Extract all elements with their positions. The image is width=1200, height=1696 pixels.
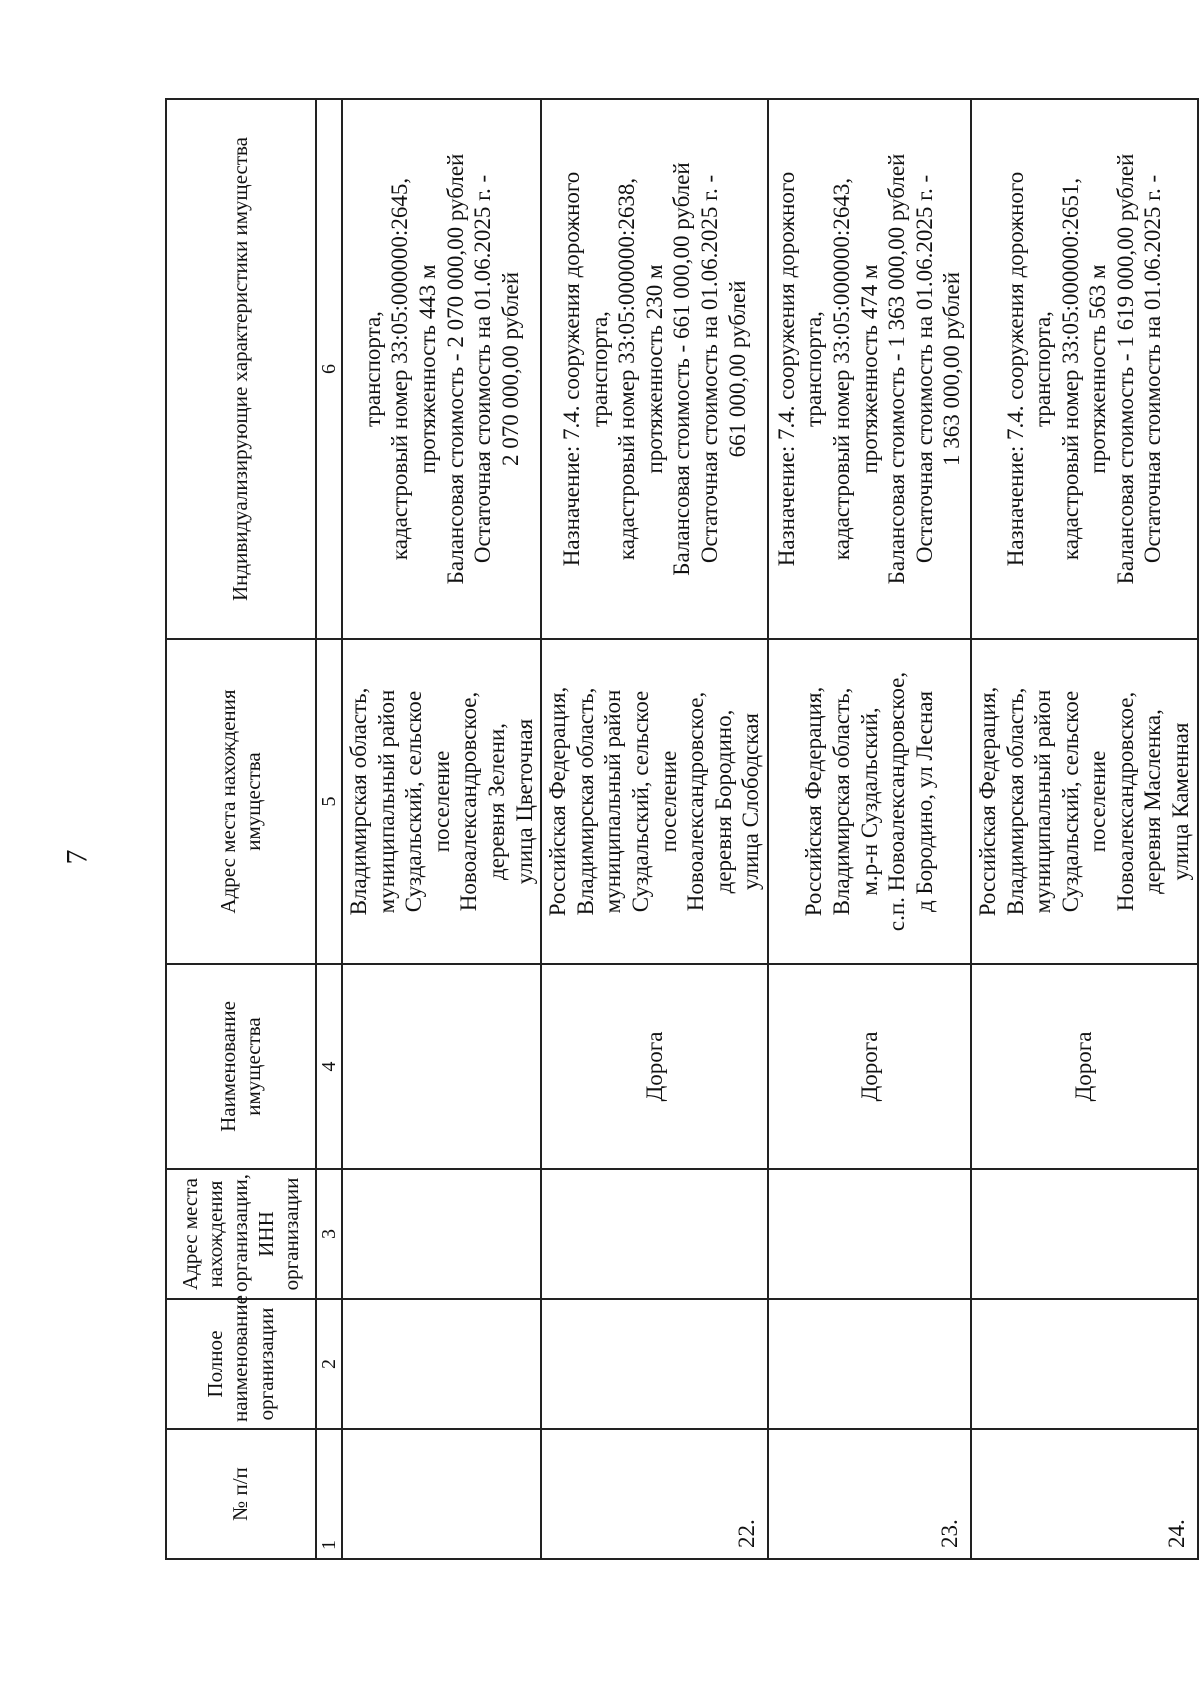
property-address-cell: Российская Федерация, Владимирская область, м.р-н Суздальский, с.п. Новоалександровское, д Бородино, ул Лесная — [768, 639, 971, 964]
property-name-cell: Дорога — [541, 964, 768, 1169]
column-number: 5 — [316, 639, 342, 964]
property-characteristics-cell: Назначение: 7.4. сооружения дорожного транспорта, кадастровый номер 33:05:000000:2638, протяженность 230 м Балансовая стоимость - 661 000,00 рублей Остаточная стоимость на 01.06.2025 г. - 661 000,00 рублей — [541, 99, 768, 639]
table-row — [971, 99, 1198, 1559]
org-name-cell — [541, 1299, 768, 1429]
rotated-table-container — [165, 100, 1194, 1560]
org-address-cell — [342, 1169, 541, 1299]
table-header-row — [166, 99, 316, 1559]
org-address-cell — [541, 1169, 768, 1299]
column-number-row — [316, 99, 342, 1559]
header-property-address: Адрес места нахождения имущества — [166, 639, 316, 964]
header-num: № п/п — [166, 1429, 316, 1559]
property-address-cell: Владимирская область, муниципальный район Суздальский, сельское поселение Новоалександровское, деревня Зелени, улица Цветочная — [342, 639, 541, 964]
table-row — [541, 99, 768, 1559]
property-characteristics-cell: транспорта, кадастровый номер 33:05:000000:2645, протяженность 443 м Балансовая стоимость - 2 070 000,00 рублей Остаточная стоимость на 01.06.2025 г. - 2 070 000,00 рублей — [342, 99, 541, 639]
header-property-name: Наименование имущества — [166, 964, 316, 1169]
header-org-address: Адрес места нахождения организации, ИНН организации — [166, 1169, 316, 1299]
org-address-cell — [971, 1169, 1198, 1299]
table-row — [342, 99, 541, 1559]
column-number: 6 — [316, 99, 342, 639]
header-property-characteristics: Индивидуализирующие характеристики имущества — [166, 99, 316, 639]
column-number: 2 — [316, 1299, 342, 1429]
row-number: 22. — [541, 1429, 768, 1559]
property-characteristics-cell: Назначение: 7.4. сооружения дорожного транспорта, кадастровый номер 33:05:000000:2651, протяженность 563 м Балансовая стоимость - 1 619 000,00 рублей Остаточная стоимость на 01.06.2025 г. - — [971, 99, 1198, 639]
property-address-cell: Российская Федерация, Владимирская область, муниципальный район Суздальский, сельское поселение Новоалександровское, деревня Масленка, улица Каменная — [971, 639, 1198, 964]
table-row — [768, 99, 971, 1559]
row-number: 23. — [768, 1429, 971, 1559]
column-number: 4 — [316, 964, 342, 1169]
property-address-cell: Российская Федерация, Владимирская область, муниципальный район Суздальский, сельское поселение Новоалександровское, деревня Бородино, улица Слободская — [541, 639, 768, 964]
org-address-cell — [768, 1169, 971, 1299]
property-name-cell: Дорога — [768, 964, 971, 1169]
property-table — [165, 98, 1199, 1560]
org-name-cell — [971, 1299, 1198, 1429]
property-name-cell: Дорога — [971, 964, 1198, 1169]
page-number: 7 — [60, 849, 94, 865]
header-org-name: Полное наименование организации — [166, 1299, 316, 1429]
column-number: 3 — [316, 1169, 342, 1299]
row-number: 24. — [971, 1429, 1198, 1559]
property-name-cell — [342, 964, 541, 1169]
property-characteristics-cell: Назначение: 7.4. сооружения дорожного транспорта, кадастровый номер 33:05:000000:2643, протяженность 474 м Балансовая стоимость - 1 363 000,00 рублей Остаточная стоимость на 01.06.2025 г. - 1 363 000,00 рублей — [768, 99, 971, 639]
org-name-cell — [342, 1299, 541, 1429]
row-number — [342, 1429, 541, 1559]
org-name-cell — [768, 1299, 971, 1429]
column-number: 1 — [316, 1429, 342, 1559]
